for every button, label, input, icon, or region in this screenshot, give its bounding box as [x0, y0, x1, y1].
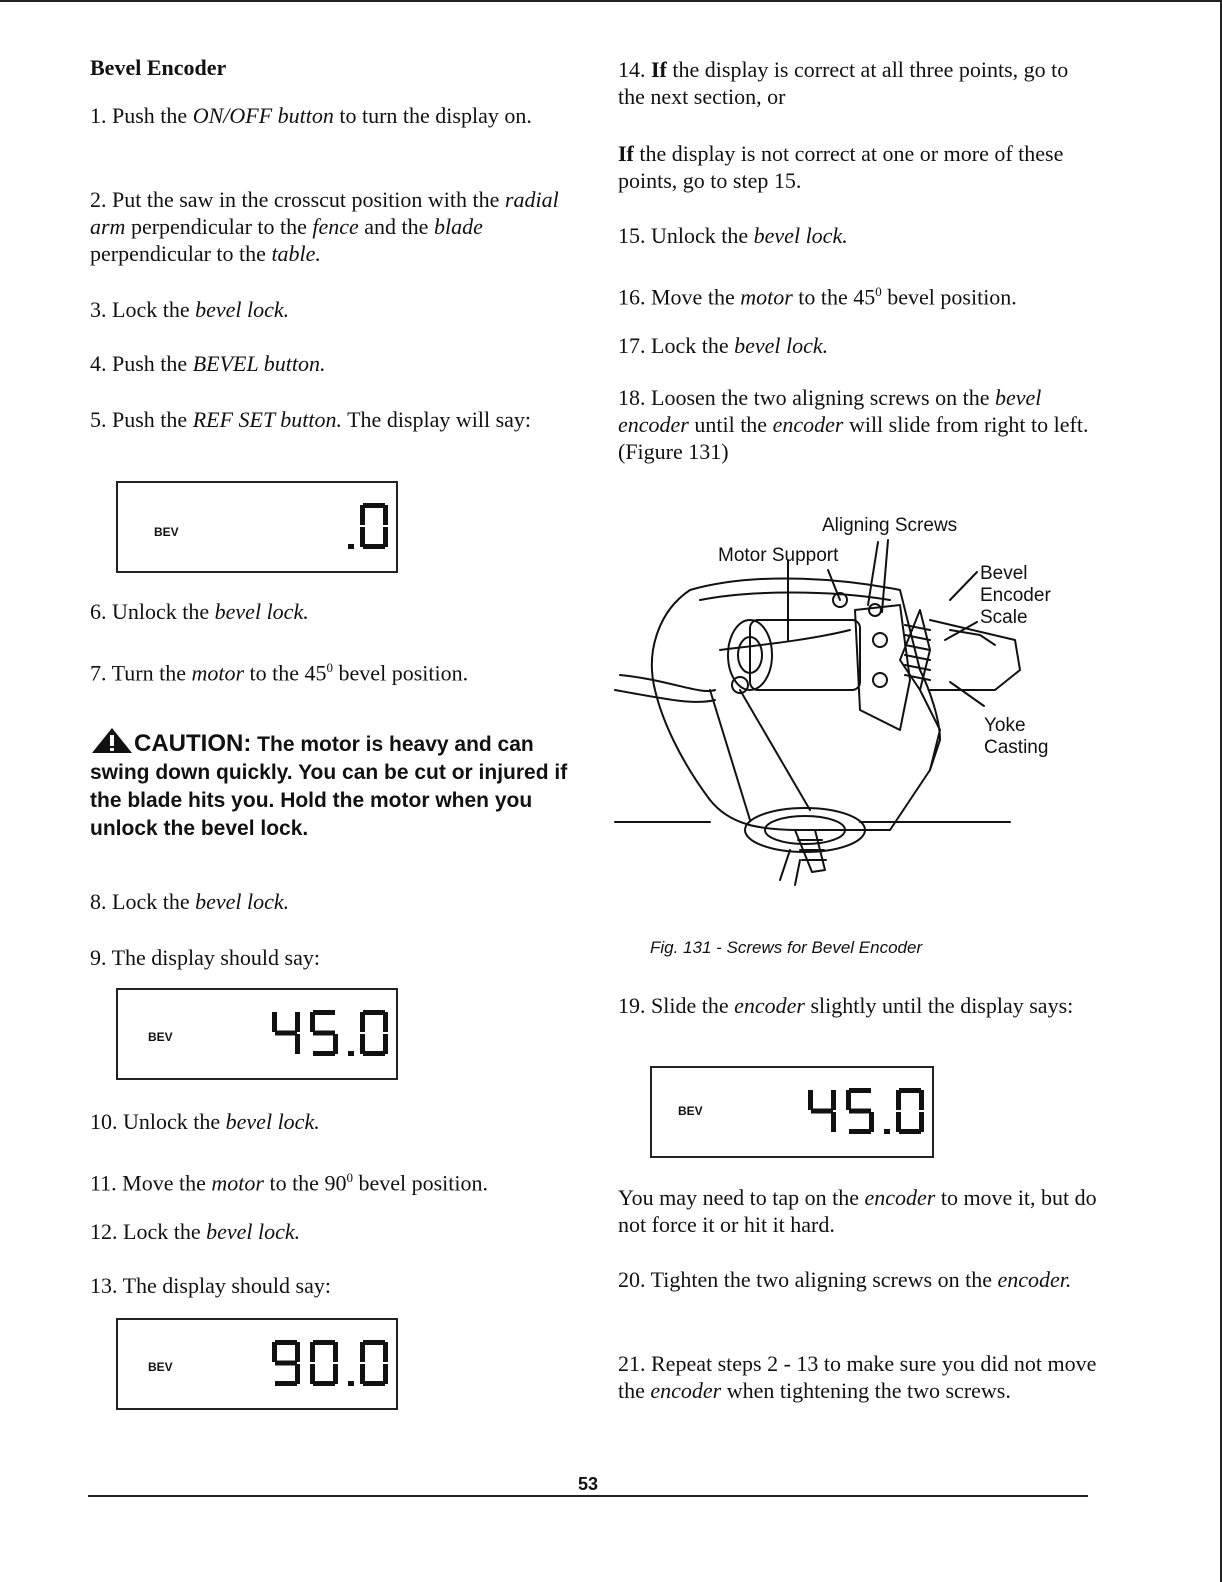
lcd-display-reference	[116, 481, 398, 573]
lcd-digit-5	[846, 1088, 874, 1134]
lcd-digit-0	[310, 1340, 338, 1386]
label-bevel: Bevel	[980, 563, 1028, 584]
warning-triangle-icon	[90, 726, 134, 754]
lcd-digits	[248, 1010, 388, 1060]
step-7: 7. Turn the motor to the $45^0$ bevel position.	[90, 660, 469, 686]
step-3: 3. Lock the bevel lock.	[90, 297, 290, 322]
step-17: 17. Lock the bevel lock.	[618, 333, 829, 358]
step-16: 16. Move the motor to the $45^0$ bevel position.	[618, 284, 1017, 310]
step-18: 18. Loosen the two aligning screws on the bevel encoder until the encoder will slide from right to left. (Figure 131)	[618, 385, 1089, 464]
lcd-decimal-point	[884, 1129, 890, 1134]
step-14-alternate: If the display is not correct at one or more of these points, go to step 15.	[618, 141, 1064, 193]
label-scale: Scale	[980, 607, 1028, 628]
step-4: 4. Push the BEVEL button.	[90, 351, 326, 376]
step-9: 9. The display should say:	[90, 945, 320, 970]
caution-text: The motor is heavy and can swing down quickly. You can be cut or injured if the blade hits you. Hold the motor when you unlock the bevel lock.	[90, 733, 568, 840]
caution-notice	[90, 726, 570, 843]
section-title: Bevel Encoder	[90, 55, 227, 80]
label-aligning-screws: Aligning Screws	[822, 515, 958, 536]
step-5: 5. Push the REF SET button. The display will say:	[90, 407, 532, 432]
label-casting: Casting	[984, 737, 1049, 758]
lcd-digit-4	[808, 1090, 836, 1132]
step-13: 13. The display should say:	[90, 1273, 331, 1298]
figure-caption: Fig. 131 - Screws for Bevel Encoder	[650, 938, 923, 957]
lcd-mode-label: BEV	[148, 1030, 173, 1044]
label-yoke: Yoke	[984, 715, 1026, 736]
lcd-display-90	[116, 1318, 398, 1410]
lcd-display-45-check	[650, 1066, 934, 1158]
lcd-decimal-point	[348, 1051, 354, 1056]
footer-rule	[88, 1495, 1088, 1497]
lcd-digits	[248, 1340, 388, 1390]
page-top-border	[0, 0, 1222, 2]
step-21: 21. Repeat steps 2 - 13 to make sure you did not move the encoder when tightening the two screws.	[618, 1351, 1097, 1403]
lcd-decimal-point	[348, 544, 354, 549]
label-motor-support: Motor Support	[718, 545, 839, 566]
page-number: 53	[578, 1474, 599, 1494]
step-15: 15. Unlock the bevel lock.	[618, 223, 848, 248]
lcd-mode-label: BEV	[148, 1360, 173, 1374]
step-19: 19. Slide the encoder slightly until the display says:	[618, 993, 1074, 1018]
lcd-digit-0	[360, 503, 388, 549]
lcd-digits	[784, 1088, 924, 1138]
step-14: 14. If the display is correct at all three points, go to the next section, or	[618, 57, 1069, 109]
caution-label: CAUTION:	[134, 730, 252, 757]
lcd-mode-label: BEV	[154, 525, 179, 539]
lcd-digit-0	[360, 1340, 388, 1386]
lcd-digit-5	[310, 1010, 338, 1056]
lcd-digit-0	[360, 1010, 388, 1056]
step-1: 1. Push the ON/OFF button to turn the display on.	[90, 103, 532, 128]
lcd-mode-label: BEV	[678, 1104, 703, 1118]
step-8: 8. Lock the bevel lock.	[90, 889, 290, 914]
step-6: 6. Unlock the bevel lock.	[90, 599, 309, 624]
lcd-digits	[248, 503, 388, 553]
step-10: 10. Unlock the bevel lock.	[90, 1109, 320, 1134]
lcd-display-45	[116, 988, 398, 1080]
tap-note: You may need to tap on the encoder to move it, but do not force it or hit it hard.	[618, 1185, 1097, 1237]
step-12: 12. Lock the bevel lock.	[90, 1219, 301, 1244]
lcd-digit-9	[272, 1340, 300, 1386]
step-2: 2. Put the saw in the crosscut position with the radial arm perpendicular to the fence and the blade perpendicular to the table.	[90, 187, 559, 266]
lcd-digit-0	[896, 1088, 924, 1134]
step-20: 20. Tighten the two aligning screws on the encoder.	[618, 1267, 1072, 1292]
step-11: 11. Move the motor to the $90^0$ bevel position.	[90, 1170, 488, 1196]
lcd-digit-4	[272, 1012, 300, 1054]
lcd-decimal-point	[348, 1381, 354, 1386]
label-encoder: Encoder	[980, 585, 1051, 606]
bevel-encoder-illustration	[600, 530, 1040, 900]
